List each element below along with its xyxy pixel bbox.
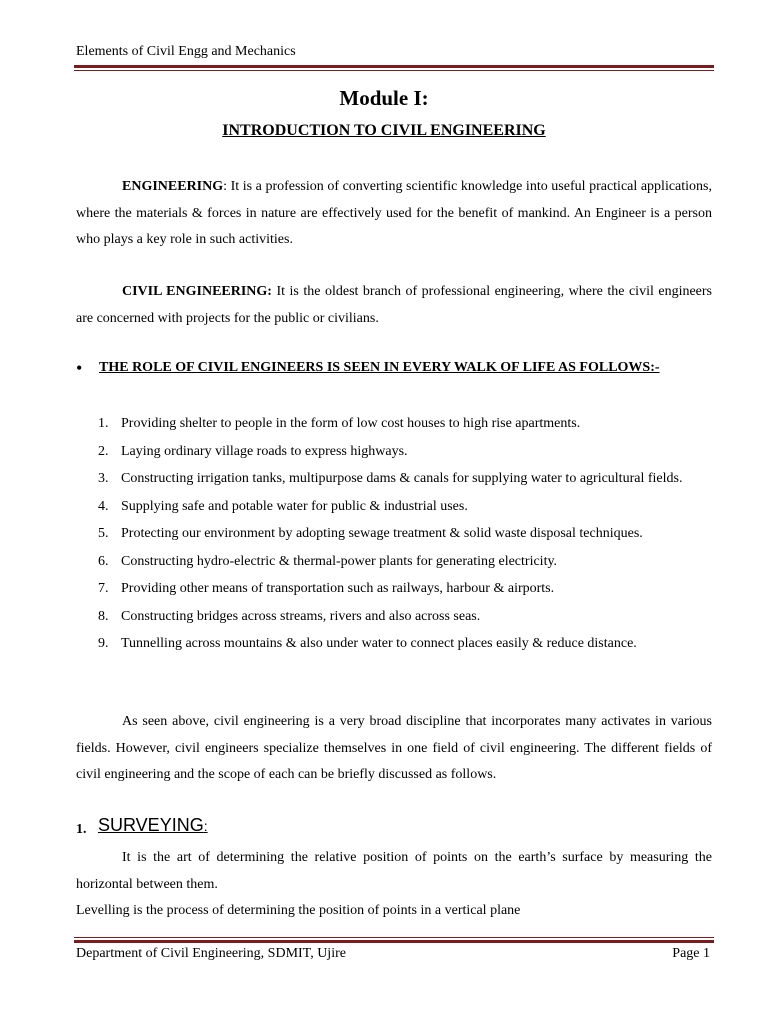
- levelling-paragraph: Levelling is the process of determining the position of points in a vertical plane: [76, 903, 521, 918]
- list-item: 6. Constructing hydro-electric & thermal-power plants for generating electricity.: [98, 553, 558, 569]
- footer-rule: [74, 940, 714, 943]
- footer-department: Department of Civil Engineering, SDMIT, Ujire: [76, 946, 346, 961]
- summary-paragraph: As seen above, civil engineering is a very broad discipline that incorporates many activates in various fields. However, civil engineers specialize themselves in one field of civil engineering. The different fields of civil engineering and the scope of each can be briefly discussed as follows.: [76, 714, 712, 782]
- running-header: Elements of Civil Engg and Mechanics: [76, 44, 296, 59]
- civil-engineering-text: It is the oldest branch of professional engineering, where the civil engineers are concerned with projects for the public or civilians.: [76, 284, 712, 326]
- engineering-text: : It is a profession of converting scientific knowledge into useful practical applications, where the materials & forces in nature are effectively used for the benefit of mankind. An Engineer is a person who plays a key role in such activities.: [76, 179, 712, 247]
- civil-engineering-term: CIVIL ENGINEERING:: [122, 284, 272, 299]
- list-item: 2. Laying ordinary village roads to express highways.: [98, 443, 408, 459]
- footer-rule-thin: [74, 937, 714, 938]
- list-item: 4. Supplying safe and potable water for public & industrial uses.: [98, 498, 468, 514]
- list-item: 5. Protecting our environment by adopting sewage treatment & solid waste disposal techniques.: [98, 526, 643, 541]
- header-rule-thin: [74, 70, 714, 71]
- engineering-term: ENGINEERING: [122, 179, 224, 194]
- list-item: 1. Providing shelter to people in the form of low cost houses to high rise apartments.: [98, 416, 581, 431]
- list-item: 8. Constructing bridges across streams, rivers and also across seas.: [98, 608, 481, 624]
- list-item: 7. Providing other means of transportation such as railways, harbour & airports.: [98, 581, 555, 596]
- role-list: [98, 410, 712, 658]
- header-rule: [74, 65, 714, 68]
- module-title: Module I:: [339, 86, 429, 110]
- section-number: 1.: [76, 822, 87, 837]
- section-title-surveying: SURVEYING:: [98, 815, 208, 835]
- chapter-title: INTRODUCTION TO CIVIL ENGINEERING: [222, 122, 546, 139]
- bullet-marker: •: [76, 358, 83, 378]
- civil-engineering-paragraph: [76, 279, 712, 332]
- engineering-paragraph: [76, 174, 712, 254]
- list-item: 3. Constructing irrigation tanks, multipurpose dams & canals for supplying water to agricultural fields.: [98, 471, 683, 486]
- page-number: Page 1: [672, 946, 710, 961]
- role-heading: THE ROLE OF CIVIL ENGINEERS IS SEEN IN EVERY WALK OF LIFE AS FOLLOWS:-: [99, 360, 660, 375]
- surveying-paragraph: It is the art of determining the relative position of points on the earth’s surface by measuring the horizontal between them.: [76, 850, 712, 892]
- list-item: 9. Tunnelling across mountains & also under water to connect places easily & reduce distance.: [98, 636, 637, 651]
